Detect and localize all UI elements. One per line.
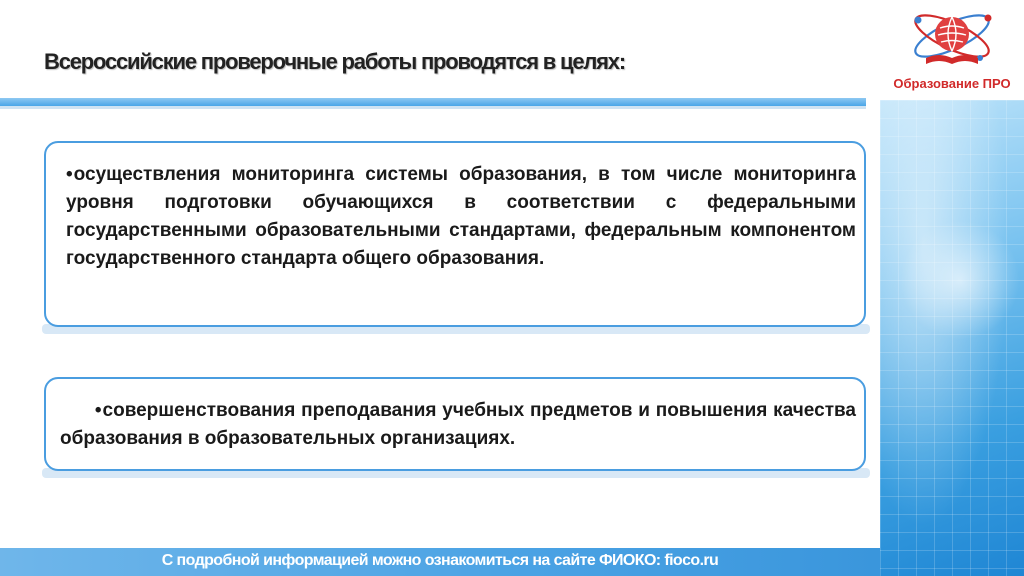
atom-globe-book-logo-icon <box>908 2 996 74</box>
bullet: • <box>66 164 73 185</box>
goal-card-monitoring <box>44 141 866 327</box>
footer-text: С подробной информацией можно ознакомиться на сайте ФИОКО: fioco.ru <box>161 552 719 569</box>
side-panel-glow <box>900 220 1020 340</box>
goal-text <box>66 161 856 273</box>
decorative-side-panel <box>880 100 1024 576</box>
footer-bar <box>0 548 880 576</box>
bullet: • <box>94 400 102 421</box>
logo <box>880 0 1024 100</box>
logo-text: Образование ПРО <box>893 76 1011 91</box>
goal-card-teaching <box>44 377 866 471</box>
goal-text <box>60 397 856 453</box>
slide-title: Всероссийские проверочные работы проводятся в целях: <box>44 49 625 74</box>
title-underline <box>0 98 866 106</box>
title-underline-shadow <box>0 106 866 109</box>
goal-monitoring-text: осуществления мониторинга системы образования, в том числе мониторинга уровня подготовки обучающихся в соответствии с федеральными государственными образовательными стандартами, федеральным компонентом государственного стандарта общего образования. <box>66 164 856 269</box>
goal-teaching-text: совершенствования преподавания учебных предметов и повышения качества образования в образовательных организациях. <box>60 400 856 449</box>
